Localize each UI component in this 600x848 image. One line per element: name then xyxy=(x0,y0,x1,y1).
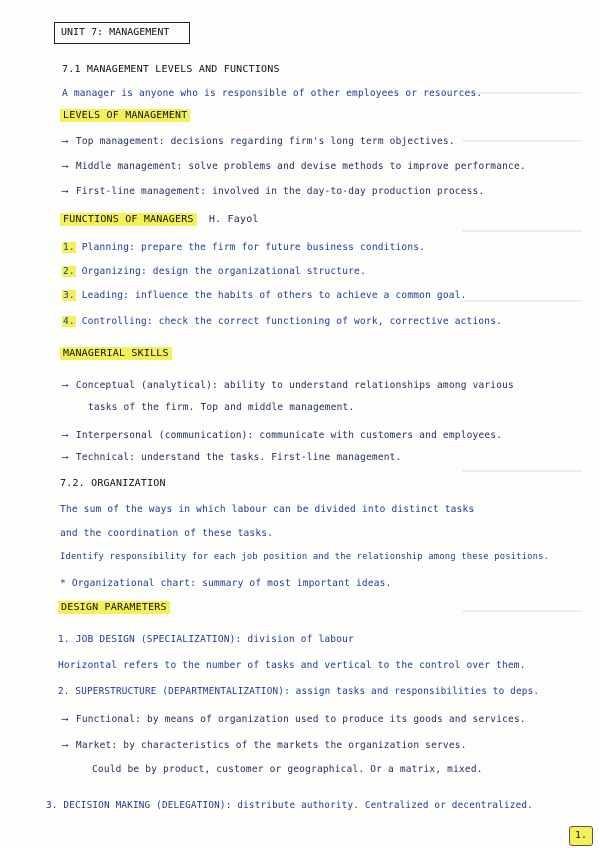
design-param-title: 3. DECISION MAKING (DELEGATION): distribute authority. Centralized or decentralized. xyxy=(46,800,533,811)
function-item: 4. Controlling: check the correct functioning of work, corrective actions. xyxy=(63,316,503,327)
unit-title-box xyxy=(54,22,190,44)
skill-item: ⟶ Interpersonal (communication): communicate with customers and employees. xyxy=(62,430,503,441)
page-number: 1. xyxy=(569,826,593,846)
organization-para: The sum of the ways in which labour can be divided into distinct tasks xyxy=(60,504,475,515)
design-param-text: Horizontal refers to the number of tasks and vertical to the control over them. xyxy=(58,660,526,671)
organization-para: and the coordination of these tasks. xyxy=(60,528,274,539)
functions-author: H. Fayol xyxy=(208,214,259,225)
design-param-title: 1. JOB DESIGN (SPECIALIZATION): division of labour xyxy=(58,634,354,645)
design-subitem: ⟶ Market: by characteristics of the markets the organization serves. xyxy=(62,740,467,751)
organizational-chart-note: * Organizational chart: summary of most important ideas. xyxy=(60,578,392,589)
function-item: 1. Planning: prepare the firm for future business conditions. xyxy=(63,242,426,253)
design-param-title: 2. SUPERSTRUCTURE (DEPARTMENTALIZATION): assign tasks and responsibilities to deps. xyxy=(58,686,540,697)
design-note: Could be by product, customer or geographical. Or a matrix, mixed. xyxy=(92,764,483,775)
functions-heading: FUNCTIONS OF MANAGERS H. Fayol xyxy=(60,214,259,225)
unit-title: UNIT 7: MANAGEMENT xyxy=(61,27,170,38)
bleed-through-line xyxy=(462,230,582,232)
bleed-through-line xyxy=(462,610,582,612)
section-2-heading: 7.2. ORGANIZATION xyxy=(60,478,166,489)
skills-heading: MANAGERIAL SKILLS xyxy=(60,348,172,359)
function-item: 3. Leading: influence the habits of others to achieve a common goal. xyxy=(63,290,467,301)
bleed-through-line xyxy=(462,470,582,472)
manager-definition: A manager is anyone who is responsible of other employees or resources. xyxy=(62,88,483,99)
level-item: ⟶ First-line management: involved in the day-to-day production process. xyxy=(62,186,485,197)
level-item: ⟶ Middle management: solve problems and devise methods to improve performance. xyxy=(62,161,526,172)
bleed-through-line xyxy=(462,300,582,302)
bleed-through-line xyxy=(462,140,582,142)
design-subitem: ⟶ Functional: by means of organization used to produce its goods and services. xyxy=(62,714,526,725)
section-1-heading: 7.1 MANAGEMENT LEVELS AND FUNCTIONS xyxy=(62,64,280,75)
organization-para: Identify responsibility for each job position and the relationship among these positions. xyxy=(60,552,550,562)
skill-item: ⟶ Conceptual (analytical): ability to understand relationships among various xyxy=(62,380,514,391)
skill-item: ⟶ Technical: understand the tasks. First-line management. xyxy=(62,452,402,463)
function-item: 2. Organizing: design the organizational structure. xyxy=(63,266,366,277)
design-heading: DESIGN PARAMETERS xyxy=(58,602,170,613)
levels-heading: LEVELS OF MANAGEMENT xyxy=(60,110,190,121)
skill-item-continuation: tasks of the firm. Top and middle management. xyxy=(88,402,355,413)
level-item: ⟶ Top management: decisions regarding firm's long term objectives. xyxy=(62,136,455,147)
